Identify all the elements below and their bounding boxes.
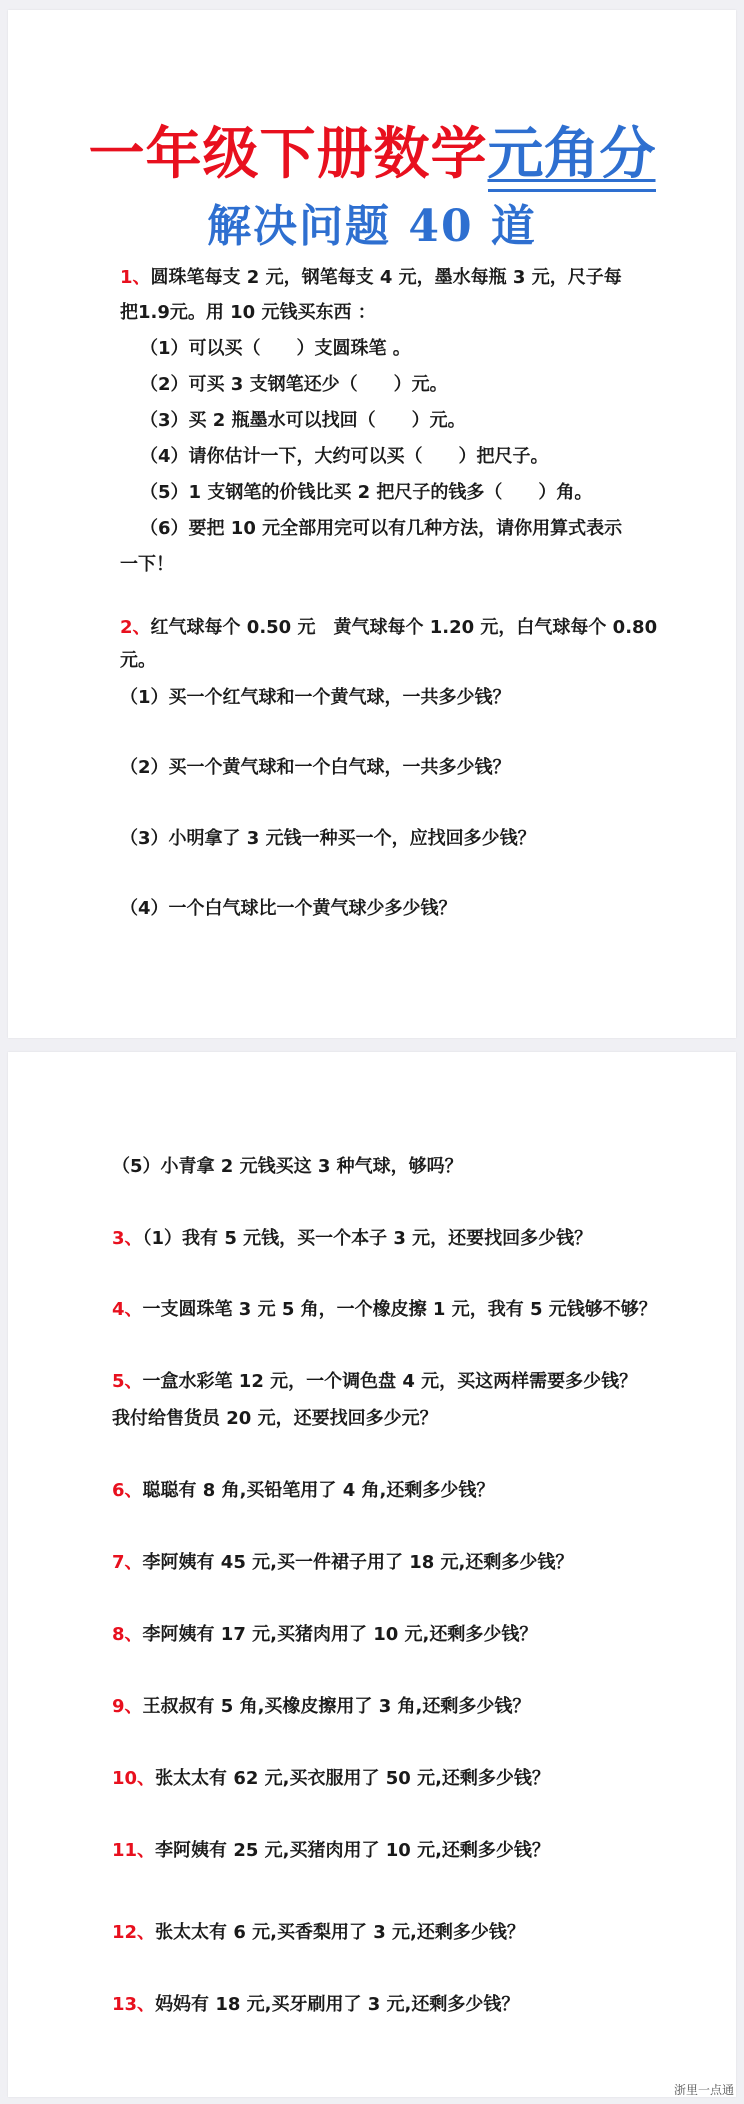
question-text: 王叔叔有 5 角,买橡皮擦用了 3 角,还剩多少钱？ <box>142 1696 531 1717</box>
worksheet-page-2 <box>8 1052 736 2097</box>
question-line <box>120 824 536 850</box>
question-line <box>112 1295 657 1321</box>
question-line <box>120 894 457 920</box>
question-text: （1）买一个红气球和一个黄气球，一共多少钱？ <box>120 687 511 708</box>
question-number: 4、 <box>112 1299 143 1320</box>
question-text: （2）买一个黄气球和一个白气球，一共多少钱？ <box>120 757 511 778</box>
question-number: 12、 <box>112 1922 156 1943</box>
question-number: 10、 <box>112 1768 156 1789</box>
question-line <box>112 1918 525 1944</box>
question-text: （1）可以买（ ）支圆珠笔 。 <box>140 338 411 359</box>
question-text: （5）小青拿 2 元钱买这 3 种气球，够吗？ <box>112 1156 463 1177</box>
question-number: 3、 <box>112 1228 143 1249</box>
question-line <box>112 1224 592 1250</box>
question-line <box>140 406 466 432</box>
question-line <box>140 334 411 360</box>
question-number: 2、 <box>120 617 151 638</box>
question-text: （4）一个白气球比一个黄气球少多少钱？ <box>120 898 457 919</box>
question-line <box>112 1548 573 1574</box>
question-number: 1、 <box>120 267 151 288</box>
question-line <box>140 370 448 396</box>
question-text: 把1.9元。用 10 元钱买东西 ： <box>120 302 376 323</box>
question-line <box>112 1620 537 1646</box>
question-text: （1）我有 5 元钱，买一个本子 3 元，还要找回多少钱？ <box>142 1228 593 1249</box>
question-number: 7、 <box>112 1552 143 1573</box>
question-text: 李阿姨有 45 元,买一件裙子用了 18 元,还剩多少钱？ <box>142 1552 574 1573</box>
question-line <box>120 753 511 779</box>
question-number: 11、 <box>112 1840 156 1861</box>
question-text: 圆珠笔每支 2 元，钢笔每支 4 元，墨水每瓶 3 元，尺子每 <box>150 267 622 288</box>
question-line <box>112 1404 438 1430</box>
worksheet-page-1 <box>8 10 736 1038</box>
question-text: 一盒水彩笔 12 元，一个调色盘 4 元，买这两样需要多少钱？ <box>142 1371 638 1392</box>
question-line <box>120 298 376 324</box>
question-text: 李阿姨有 17 元,买猪肉用了 10 元,还剩多少钱？ <box>142 1624 538 1645</box>
question-text: （5）1 支钢笔的价钱比买 2 把尺子的钱多（ ）角。 <box>140 482 593 503</box>
question-number: 9、 <box>112 1696 143 1717</box>
question-text: 元。 <box>120 650 156 671</box>
title-accent: 元角分 <box>488 121 656 192</box>
question-text: 红气球每个 0.50 元 黄气球每个 1.20 元，白气球每个 0.80 <box>150 617 658 638</box>
question-line <box>112 1476 494 1502</box>
question-line <box>140 478 592 504</box>
question-line <box>140 514 622 540</box>
question-number: 5、 <box>112 1371 143 1392</box>
title-main: 一年级下册数学 <box>88 121 488 187</box>
question-line <box>112 1152 463 1178</box>
question-line <box>112 1990 519 2016</box>
question-line <box>112 1692 530 1718</box>
question-line <box>120 683 511 709</box>
question-line <box>120 550 174 576</box>
question-text: 聪聪有 8 角,买铅笔用了 4 角,还剩多少钱？ <box>142 1480 495 1501</box>
question-line <box>120 646 156 672</box>
question-text: 我付给售货员 20 元，还要找回多少元？ <box>112 1408 438 1429</box>
question-line <box>120 263 622 289</box>
question-line <box>140 442 549 468</box>
question-text: 一下！ <box>120 554 174 575</box>
question-number: 6、 <box>112 1480 143 1501</box>
question-number: 8、 <box>112 1624 143 1645</box>
question-number: 13、 <box>112 1994 156 2015</box>
question-line <box>112 1367 637 1393</box>
question-text: （3）小明拿了 3 元钱一种买一个，应找回多少钱？ <box>120 828 536 849</box>
question-text: 妈妈有 18 元,买牙刷用了 3 元,还剩多少钱？ <box>155 1994 520 2015</box>
worksheet-title <box>8 110 736 190</box>
question-text: 张太太有 62 元,买衣服用了 50 元,还剩多少钱？ <box>155 1768 550 1789</box>
question-text: 一支圆珠笔 3 元 5 角，一个橡皮擦 1 元，我有 5 元钱够不够？ <box>142 1299 657 1320</box>
question-line <box>120 613 657 639</box>
question-text: （6）要把 10 元全部用完可以有几种方法，请你用算式表示 <box>140 518 623 539</box>
worksheet-subtitle: 解决问题 40 道 <box>207 201 537 252</box>
question-line <box>112 1836 550 1862</box>
question-text: （2）可买 3 支钢笔还少（ ）元。 <box>140 374 448 395</box>
watermark-footer: 浙里一点通 <box>673 2083 734 2097</box>
question-line <box>112 1764 550 1790</box>
question-text: （4）请你估计一下，大约可以买（ ）把尺子。 <box>140 446 549 467</box>
question-text: （3）买 2 瓶墨水可以找回（ ）元。 <box>140 410 466 431</box>
question-text: 李阿姨有 25 元,买猪肉用了 10 元,还剩多少钱？ <box>155 1840 550 1861</box>
question-text: 张太太有 6 元,买香梨用了 3 元,还剩多少钱？ <box>155 1922 525 1943</box>
